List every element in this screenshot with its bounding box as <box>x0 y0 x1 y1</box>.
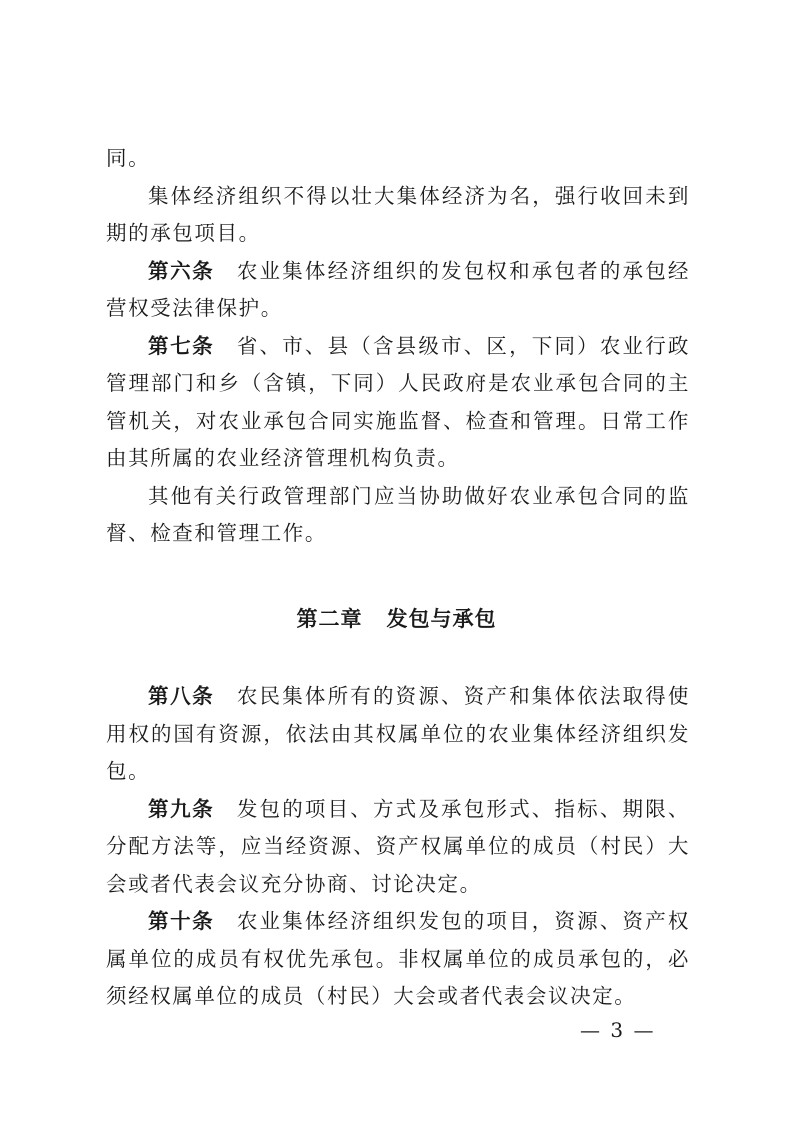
article-text: 农业集体经济组织的发包权和承包者的承包经营权受法律保护。 <box>106 258 691 320</box>
text-block-upper <box>106 140 690 553</box>
article-text: 农民集体所有的资源、资产和集体依法取得使用权的国有资源，依法由其权属单位的农业集体经济组织发包。 <box>106 684 691 783</box>
chapter-title-text: 发包与承包 <box>386 607 497 631</box>
article-6 <box>106 253 690 328</box>
article-number: 第十条 <box>148 909 215 933</box>
other-departments-text: 其他有关行政管理部门应当协助做好农业承包合同的监督、检查和管理工作。 <box>106 483 690 545</box>
article-text: 发包的项目、方式及承包形式、指标、期限、分配方法等，应当经资源、资产权属单位的成员（村民）大会或者代表会议充分协商、讨论决定。 <box>106 796 691 896</box>
continuation-text: 同。 <box>106 146 151 170</box>
text-block-lower <box>106 678 690 1016</box>
article-number: 第六条 <box>148 258 215 283</box>
chapter-heading <box>0 603 793 633</box>
article-number: 第八条 <box>148 684 215 708</box>
page-number: — 3 — <box>580 1018 656 1042</box>
collective-text: 集体经济组织不得以壮大集体经济为名，强行收回未到期的承包项目。 <box>106 183 690 245</box>
paragraph-other-departments <box>106 478 690 553</box>
paragraph-collective <box>106 178 690 253</box>
paragraph-continuation <box>106 140 690 178</box>
article-9 <box>106 791 690 904</box>
article-7 <box>106 328 690 478</box>
article-text: 省、市、县（含县级市、区，下同）农业行政管理部门和乡（含镇，下同）人民政府是农业承包合同的主管机关，对农业承包合同实施监督、检查和管理。日常工作由其所属的农业经济管理机构负责。 <box>106 333 691 470</box>
article-number: 第九条 <box>148 796 215 821</box>
article-text: 农业集体经济组织发包的项目，资源、资产权属单位的成员有权优先承包。非权属单位的成员承包的，必须经权属单位的成员（村民）大会或者代表会议决定。 <box>106 909 691 1008</box>
article-10 <box>106 903 690 1016</box>
article-number: 第七条 <box>148 333 215 358</box>
article-8 <box>106 678 690 791</box>
chapter-number: 第二章 <box>296 607 363 631</box>
